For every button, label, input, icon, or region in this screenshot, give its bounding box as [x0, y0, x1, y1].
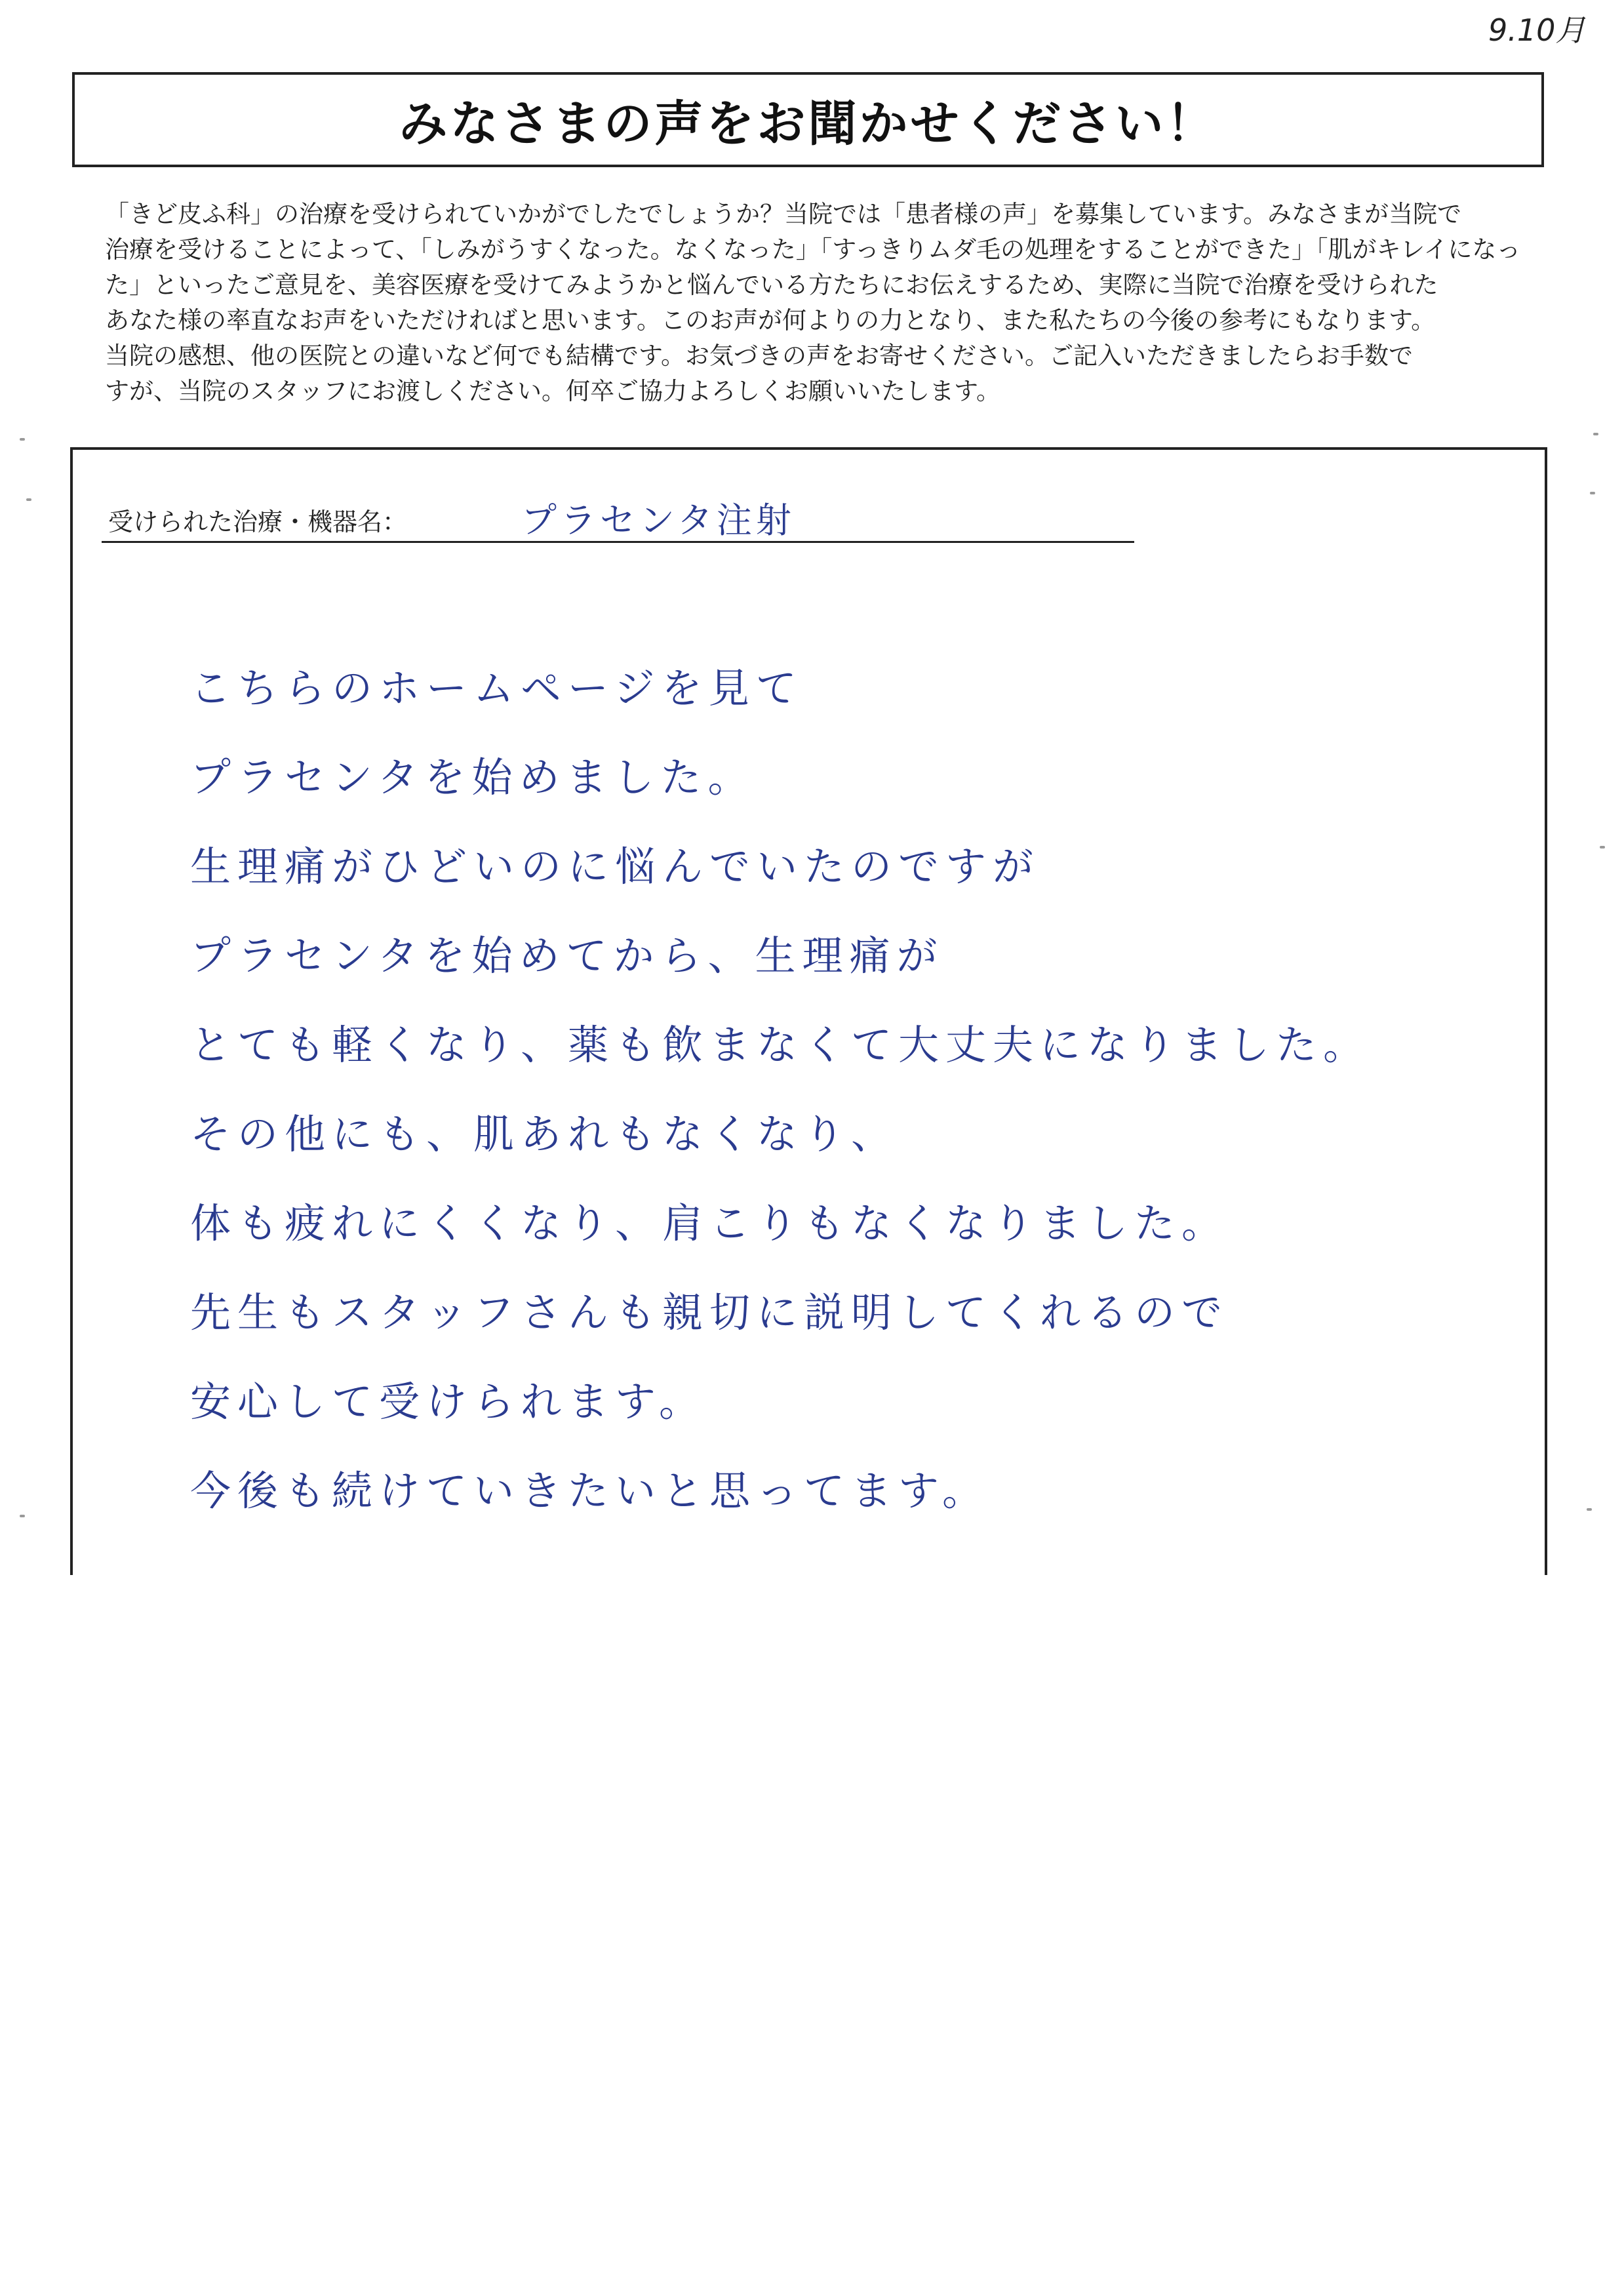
scan-speck	[26, 498, 31, 501]
comment-line: その他にも、肌あれもなくなり、	[190, 1110, 899, 1158]
treatment-value: プラセンタ注射	[521, 500, 795, 541]
date-note: 9.10月	[1488, 12, 1586, 48]
comment-line: プラセンタを始めてから、生理痛が	[190, 932, 944, 980]
intro-line: あなた様の率直なお声をいただければと思います。このお声が何よりの力となり、また私たちの今後の参考にもなります。	[105, 306, 1436, 334]
intro-line: すが、当院のスタッフにお渡しください。何卒ご協力よろしくお願いいたします。	[105, 377, 1001, 405]
comment-line: プラセンタを始めました。	[190, 753, 755, 801]
intro-line: 治療を受けることによって、「しみがうすくなった。なくなった」「すっきりムダ毛の処理をすることができた」「肌がキレイになっ	[105, 235, 1521, 264]
scan-speck	[20, 1515, 25, 1517]
scan-speck	[1600, 846, 1605, 848]
treatment-label: 受けられた治療・機器名：	[108, 508, 408, 536]
handwritten-comment	[190, 656, 1436, 1547]
page-title: みなさまの声をお聞かせください！	[399, 95, 1218, 152]
intro-line: た」といったご意見を、美容医療を受けてみようかと悩んでいる方たちにお伝えするため、実際に当院で治療を受けられた	[105, 271, 1438, 299]
scan-speck	[1587, 1508, 1592, 1511]
comment-line: とても軽くなり、薬も飲まなくて大丈夫になりました。	[190, 1021, 1371, 1069]
scan-speck	[1593, 433, 1598, 435]
comment-line: 安心して受けられます。	[190, 1378, 707, 1426]
comment-line: 体も疲れにくくなり、肩こりもなくなりました。	[190, 1199, 1229, 1247]
intro-line: 「きど皮ふ科」の治療を受けられていかがでしたでしょうか？当院では「患者様の声」を募集しています。みなさまが当院で	[105, 200, 1462, 228]
comment-line: 生理痛がひどいのに悩んでいたのですが	[190, 843, 1040, 890]
scan-speck	[1590, 492, 1595, 494]
comment-line: 先生もスタッフさんも親切に説明してくれるので	[190, 1288, 1229, 1336]
scan-speck	[20, 438, 25, 441]
title-box	[72, 72, 1544, 167]
intro-paragraph	[105, 197, 1528, 409]
comment-line: こちらのホームページを見て	[190, 664, 803, 712]
comment-line: 今後も続けていきたいと思ってます。	[190, 1467, 990, 1515]
intro-line: 当院の感想、他の医院との違いなど何でも結構です。お気づきの声をお寄せください。ご記入いただきましたらお手数で	[105, 342, 1414, 370]
treatment-field	[102, 489, 1134, 543]
